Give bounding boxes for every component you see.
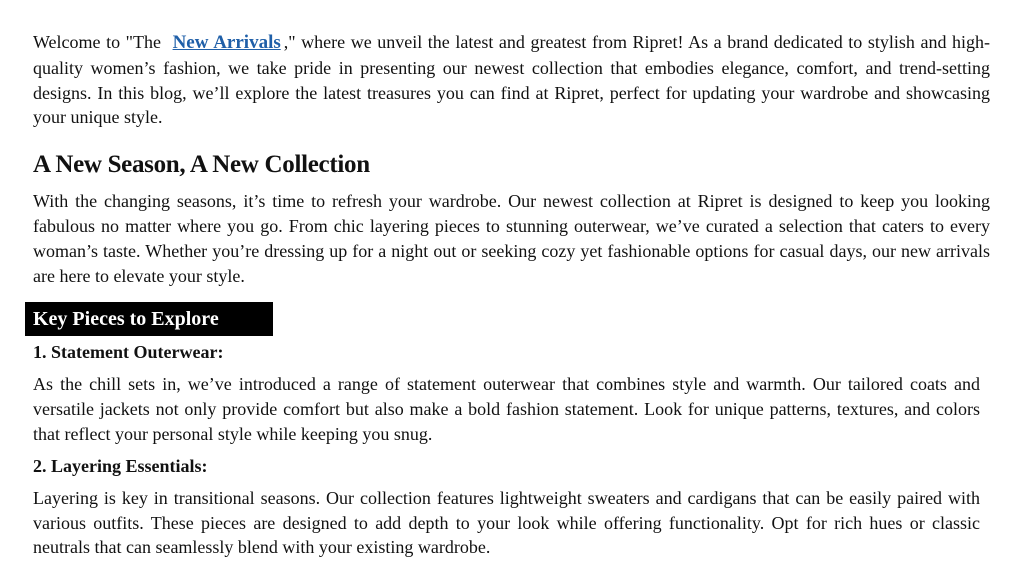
key-pieces-banner: Key Pieces to Explore bbox=[25, 302, 273, 336]
intro-paragraph bbox=[33, 30, 990, 130]
new-arrivals-link[interactable]: New Arrivals bbox=[172, 32, 281, 53]
season-paragraph: With the changing seasons, it’s time to refresh your wardrobe. Our newest collection at Ripret is designed to keep you looking fabulous no matter where you go. From chic layering pieces to stunning outerwear, we’ve curated a selection that caters to every woman’s taste. Whether you’re dressing up for a night out or seeking cozy yet fashionable options for casual days, our new arrivals are here to elevate your style. bbox=[33, 191, 990, 286]
blog-article bbox=[33, 30, 990, 567]
intro-text-end: ," where we unveil the latest and greatest from Ripret! As a brand dedicated to stylish and high-quality women’s fashion, we take pride in presenting our newest collection that embodies elegance, comfort, and trend-setting designs. In this blog, we’ll explore the latest treasures you can find at Ripret, perfect for updating your wardrobe and showcasing your unique style. bbox=[33, 32, 990, 128]
item-text-statement-outerwear: As the chill sets in, we’ve introduced a range of statement outerwear that combines style and warmth. Our tailored coats and versatile jackets not only provide comfort but also make a bold fashion statement. Look for unique patterns, textures, and colors that reflect your personal style while keeping you snug. bbox=[33, 374, 980, 444]
season-heading: A New Season, A New Collection bbox=[33, 151, 370, 179]
item-text-layering-essentials: Layering is key in transitional seasons. Our collection features lightweight sweaters and cardigans that can be easily paired with various outfits. These pieces are designed to add depth to your look while offering functionality. Opt for rich hues or classic neutrals that can seamlessly blend with your existing wardrobe. bbox=[33, 487, 980, 558]
item-title-layering-essentials: 2. Layering Essentials: bbox=[33, 455, 208, 476]
intro-text-start: Welcome to "The bbox=[33, 32, 161, 52]
item-title-statement-outerwear: 1. Statement Outerwear: bbox=[33, 342, 224, 363]
